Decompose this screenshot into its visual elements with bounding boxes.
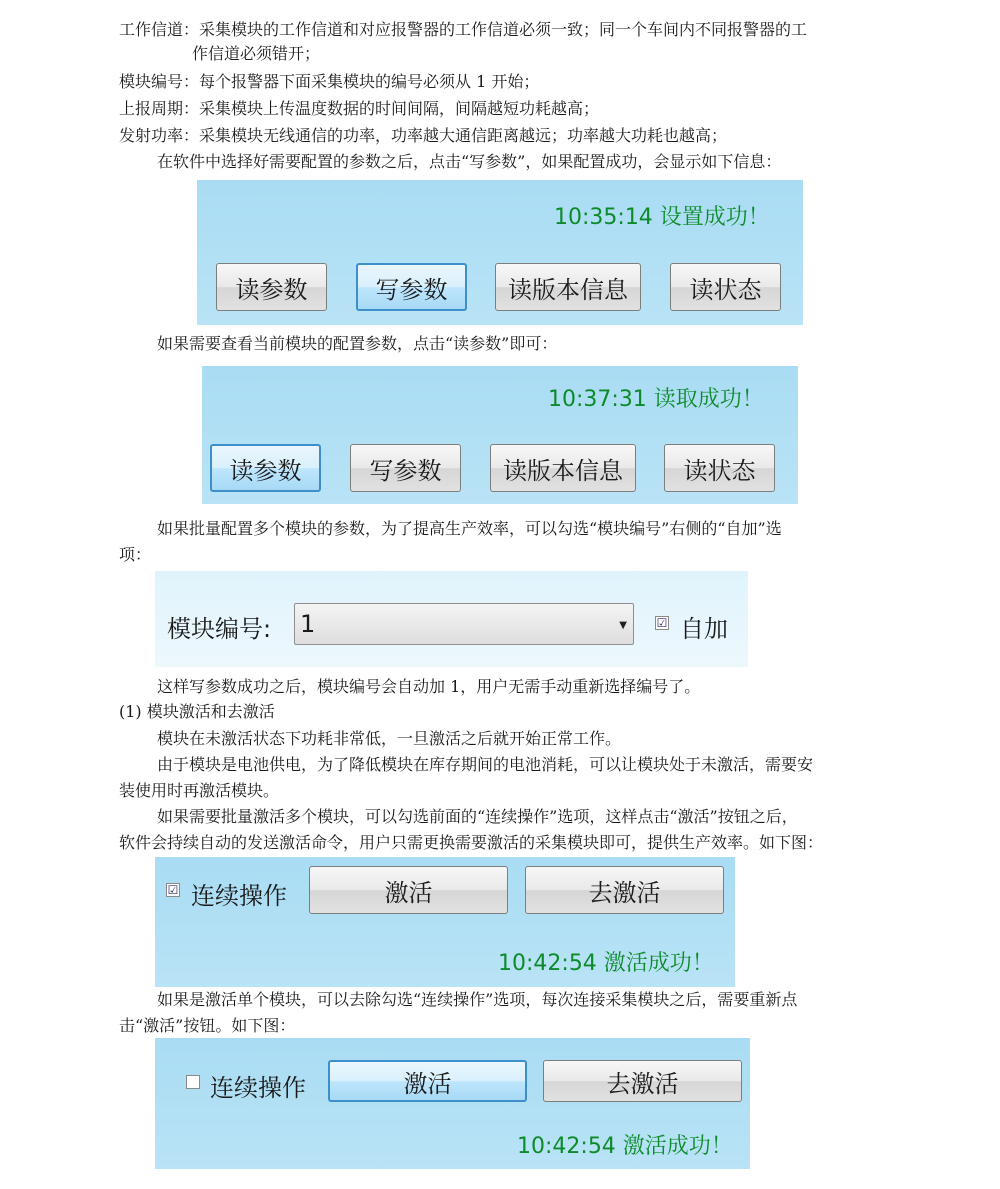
para-batch-config: 如果批量配置多个模块的参数，为了提高生产效率，可以勾选“模块编号”右侧的“自加”选 — [157, 519, 782, 538]
status-text: 10:37:31 读取成功！ — [548, 387, 764, 412]
continuous-op-checkbox[interactable] — [186, 1075, 200, 1089]
section-activation-heading: (1) 模块激活和去激活 — [119, 702, 275, 721]
write-result-panel — [197, 180, 803, 325]
single-activate-panel — [155, 1038, 750, 1169]
para-battery: 由于模块是电池供电，为了降低模块在库存期间的电池消耗，可以让模块处于未激活，需要安 — [157, 755, 814, 774]
continuous-op-checkbox[interactable]: ☑ — [167, 883, 179, 897]
module-number-panel — [155, 571, 748, 667]
para-batch-activate: 如果需要批量激活多个模块，可以勾选前面的“连续操作”选项，这样点击“激活”按钮之后， — [157, 807, 798, 826]
read-params-button[interactable]: 读参数 — [210, 444, 321, 492]
batch-activate-panel — [155, 857, 735, 987]
para-read-params: 如果需要查看当前模块的配置参数，点击“读参数”即可： — [157, 334, 558, 353]
deactivate-button[interactable]: 去激活 — [543, 1060, 742, 1102]
para-module-number: 模块编号：每个报警器下面采集模块的编号必须从 1 开始； — [119, 72, 540, 91]
read-version-button[interactable]: 读版本信息 — [490, 444, 636, 492]
para-single-activate-cont: 击“激活”按钮。如下图： — [119, 1016, 296, 1035]
para-write-params: 在软件中选择好需要配置的参数之后，点击“写参数”，如果配置成功，会显示如下信息： — [157, 152, 782, 171]
status-text: 10:42:54 激活成功！ — [517, 1134, 733, 1159]
para-channel-cont: 作信道必须错开； — [192, 44, 321, 63]
chevron-down-icon[interactable]: ▼ — [619, 620, 627, 631]
auto-increment-label: 自加 — [680, 615, 728, 643]
para-batch-activate-cont: 软件会持续自动的发送激活命令，用户只需更换需要激活的采集模块即可，提供生产效率。如下图： — [119, 833, 824, 852]
write-params-button[interactable]: 写参数 — [350, 444, 461, 492]
read-status-button[interactable]: 读状态 — [664, 444, 775, 492]
read-version-button[interactable]: 读版本信息 — [495, 263, 641, 311]
module-number-combo[interactable] — [294, 603, 634, 645]
status-text: 10:42:54 激活成功！ — [498, 951, 714, 976]
para-battery-cont: 装使用时再激活模块。 — [119, 781, 280, 800]
continuous-op-label: 连续操作 — [191, 882, 287, 910]
auto-increment-checkbox[interactable]: ☑ — [656, 616, 668, 630]
para-batch-config-cont: 项： — [119, 545, 152, 564]
para-channel: 工作信道：采集模块的工作信道和对应报警器的工作信道必须一致；同一个车间内不同报警器的工 — [119, 20, 808, 39]
para-auto-increment: 这样写参数成功之后，模块编号会自动加 1，用户无需手动重新选择编号了。 — [157, 677, 701, 696]
write-params-button[interactable]: 写参数 — [356, 263, 467, 311]
combo-value: 1 — [300, 610, 316, 638]
read-result-panel — [202, 366, 798, 504]
module-number-label: 模块编号: — [167, 615, 272, 643]
activate-button[interactable]: 激活 — [328, 1060, 527, 1102]
para-single-activate: 如果是激活单个模块，可以去除勾选“连续操作”选项，每次连接采集模块之后，需要重新点 — [157, 990, 798, 1009]
read-status-button[interactable]: 读状态 — [670, 263, 781, 311]
para-tx-power: 发射功率：采集模块无线通信的功率，功率越大通信距离越远；功率越大功耗也越高； — [119, 126, 728, 145]
read-params-button[interactable]: 读参数 — [216, 263, 327, 311]
status-text: 10:35:14 设置成功！ — [554, 205, 770, 230]
deactivate-button[interactable]: 去激活 — [525, 866, 724, 914]
continuous-op-label: 连续操作 — [210, 1074, 306, 1102]
para-low-power: 模块在未激活状态下功耗非常低，一旦激活之后就开始正常工作。 — [157, 729, 622, 748]
para-report-period: 上报周期：采集模块上传温度数据的时间间隔，间隔越短功耗越高； — [119, 99, 600, 118]
activate-button[interactable]: 激活 — [309, 866, 508, 914]
